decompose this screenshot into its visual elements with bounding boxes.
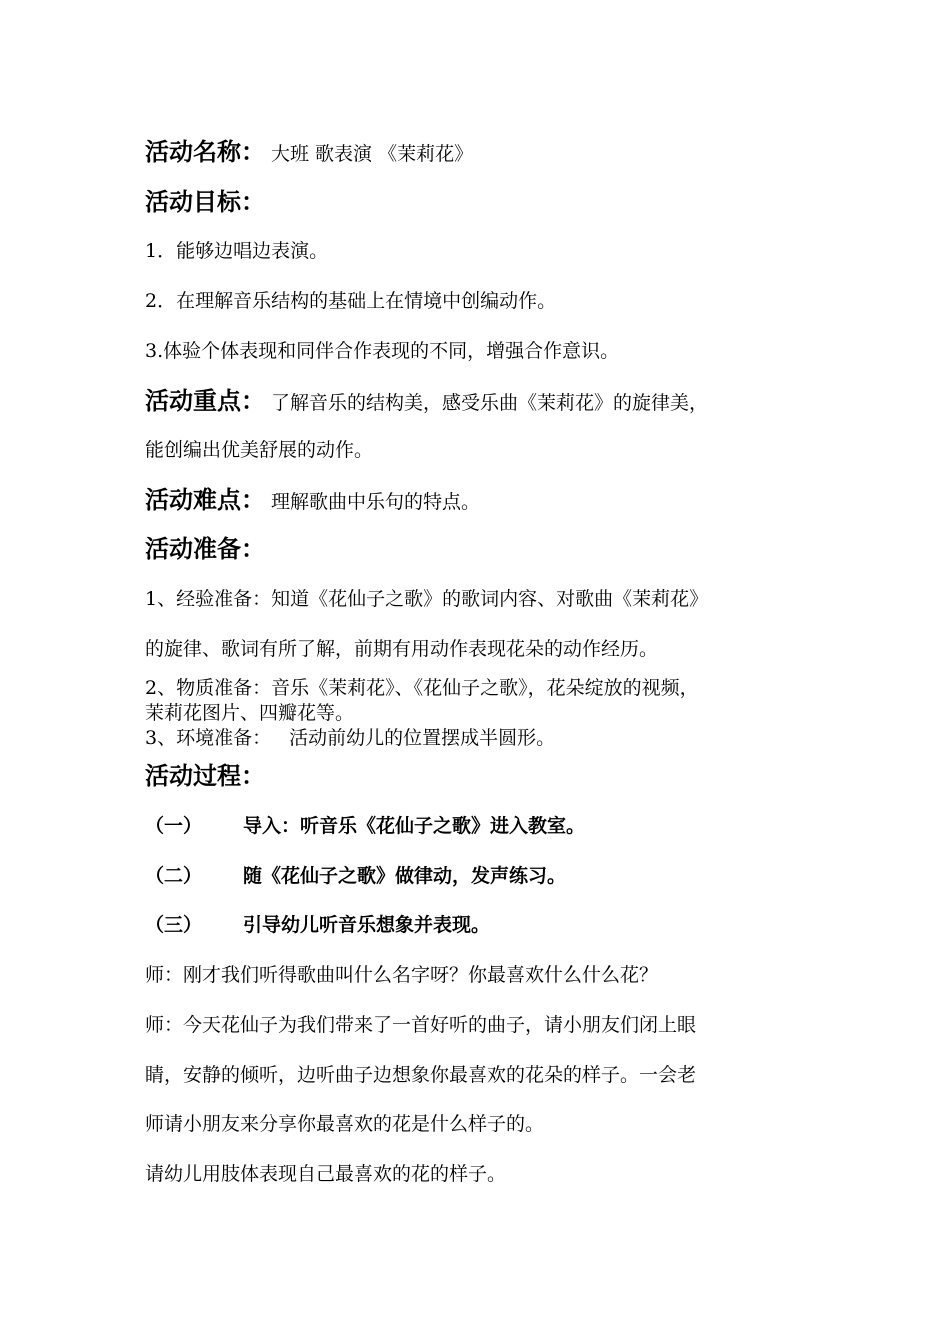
activity-goals-heading: 活动目标：: [145, 188, 265, 216]
goal-item: 2．在理解音乐结构的基础上在情境中创编动作。: [145, 290, 557, 312]
difficulty-line: [145, 488, 480, 514]
env-prep-label: 3、环境准备：: [145, 727, 272, 749]
process-paragraph: 睛，安静的倾听，边听曲子边想象你最喜欢的花朵的样子。一会老: [145, 1064, 697, 1086]
process-paragraph: 师请小朋友来分享你最喜欢的花是什么样子的。: [145, 1113, 545, 1135]
activity-name-label: 活动名称：: [145, 138, 265, 166]
step-text: 导入：听音乐《花仙子之歌》进入教室。: [243, 815, 586, 837]
process-paragraph: 师：今天花仙子为我们带来了一首好听的曲子，请小朋友们闭上眼: [145, 1014, 697, 1036]
goal-item: 3.体验个体表现和同伴合作表现的不同，增强合作意识。: [145, 340, 620, 362]
activity-name-text: 大班 歌表演 《茉莉花》: [271, 143, 474, 165]
prep-line: 1、经验准备：知道《花仙子之歌》的歌词内容、对歌曲《茉莉花》: [145, 588, 709, 610]
keypoint-text: 了解音乐的结构美，感受乐曲《茉莉花》的旋律美，: [271, 392, 709, 414]
prep-line: 茉莉花图片、四瓣花等。: [145, 702, 355, 724]
step-text: 引导幼儿听音乐想象并表现。: [243, 914, 491, 936]
goal-item: 1．能够边唱边表演。: [145, 240, 329, 262]
env-prep-line: [145, 726, 555, 750]
env-prep-text: 活动前幼儿的位置摆成半圆形。: [289, 727, 556, 749]
keypoint-label: 活动重点：: [145, 387, 265, 415]
process-paragraph: 师：刚才我们听得歌曲叫什么名字呀？你最喜欢什么什么花？: [145, 964, 659, 986]
process-heading: 活动过程：: [145, 762, 265, 790]
process-step: [145, 913, 490, 937]
preparation-heading: 活动准备：: [145, 535, 265, 563]
step-number: （三）: [145, 914, 203, 936]
prep-line: 的旋律、歌词有所了解，前期有用动作表现花朵的动作经历。: [145, 638, 659, 660]
process-step: [145, 814, 585, 838]
prep-line: 2、物质准备：音乐《茉莉花》、《花仙子之歌》，花朵绽放的视频，: [145, 677, 699, 699]
keypoint-continuation: 能创编出优美舒展的动作。: [145, 439, 374, 461]
process-paragraph: 请幼儿用肢体表现自己最喜欢的花的样子。: [145, 1163, 507, 1185]
step-text: 随《花仙子之歌》做律动，发声练习。: [243, 865, 567, 887]
keypoint-line: [145, 389, 708, 415]
process-step: [145, 864, 566, 888]
activity-name-line: [145, 140, 473, 166]
step-number: （一）: [145, 815, 203, 837]
difficulty-text: 理解歌曲中乐句的特点。: [271, 491, 481, 513]
difficulty-label: 活动难点：: [145, 486, 265, 514]
step-number: （二）: [145, 865, 203, 887]
